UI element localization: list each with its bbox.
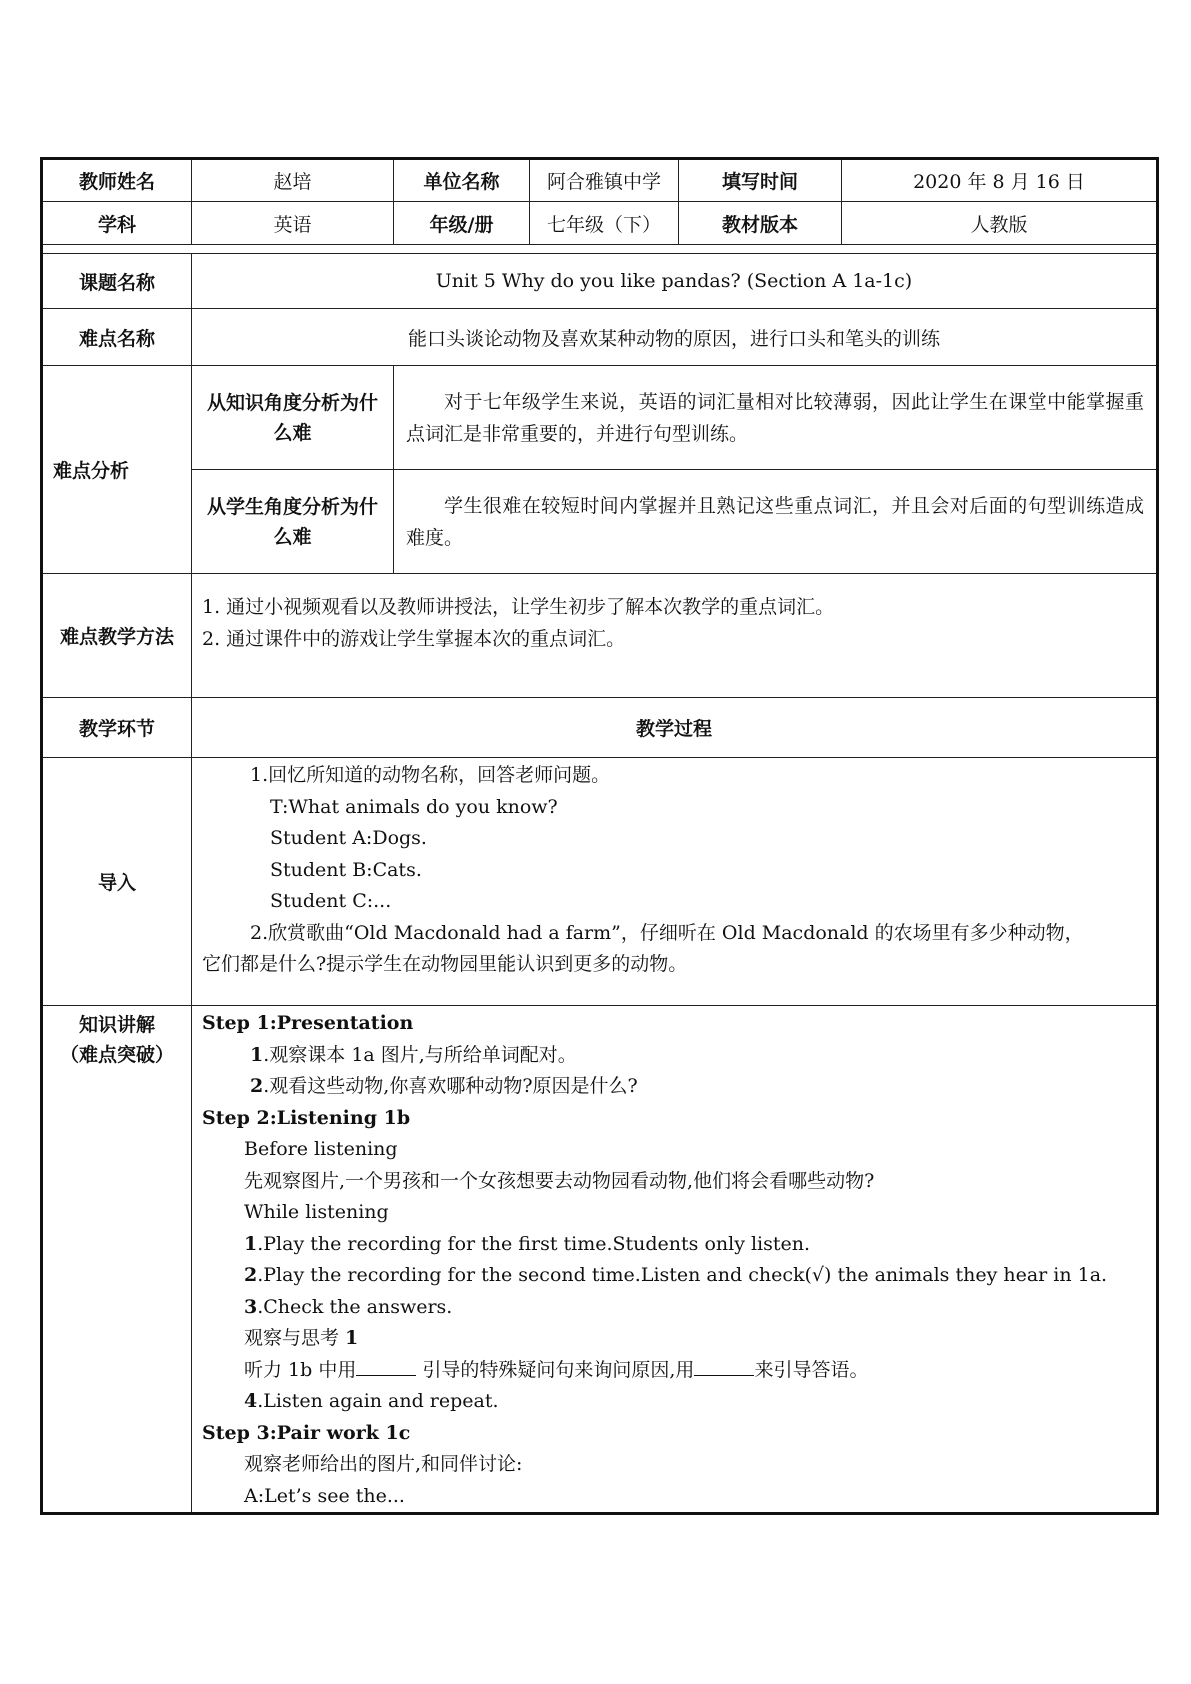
topic-value: Unit 5 Why do you like pandas? (Section A 1a-1c) (192, 254, 1158, 309)
step2-heading: Step 2:Listening 1b (202, 1106, 411, 1129)
process-header: 教学过程 (192, 698, 1158, 758)
knowledge-angle-text: 对于七年级学生来说，英语的词汇量相对比较薄弱，因此让学生在课堂中能掌握重点词汇是非常重要的，并进行句型训练。 (394, 366, 1158, 470)
difficulty-row (42, 309, 1158, 366)
date-value: 2020 年 8 月 16 日 (842, 159, 1158, 202)
step3-item: 观察老师给出的图片,和同伴讨论: (244, 1453, 523, 1475)
step3-item: A:Let’s see the... (244, 1484, 405, 1507)
knowledge-angle-label: 从知识角度分析为什么难 (192, 366, 394, 470)
step3-heading: Step 3:Pair work 1c (202, 1421, 411, 1444)
knowledge-label-line1: 知识讲解 (78, 1014, 155, 1036)
knowledge-content (192, 1006, 1158, 1514)
student-angle-label: 从学生角度分析为什么难 (192, 470, 394, 574)
lesson-plan (40, 157, 1156, 1515)
method-item: 1. 通过小视频观看以及教师讲授法，让学生初步了解本次教学的重点词汇。 (202, 596, 835, 618)
fill-in-line: 听力 1b 中用 引导的特殊疑问句来询问原因,用 来引导答语。 (244, 1358, 869, 1381)
intro-content (192, 758, 1158, 1006)
intro-line: 它们都是什么?提示学生在动物园里能认识到更多的动物。 (202, 953, 688, 975)
intro-line: Student C:... (270, 890, 392, 912)
difficulty-value: 能口头谈论动物及喜欢某种动物的原因，进行口头和笔头的训练 (192, 309, 1158, 366)
intro-line: 2.欣赏歌曲“Old Macdonald had a farm”，仔细听在 Old Macdonald 的农场里有多少种动物， (250, 921, 1084, 944)
intro-line: Student B:Cats. (270, 858, 422, 881)
date-label: 填写时间 (679, 159, 842, 202)
edition-value: 人教版 (842, 202, 1158, 245)
knowledge-label (42, 1006, 192, 1514)
step1-heading: Step 1:Presentation (202, 1012, 414, 1034)
method-list (192, 574, 1158, 698)
step1-item: 1.观察课本 1a 图片,与所给单词配对。 (250, 1043, 577, 1066)
method-row (42, 574, 1158, 698)
while-item: 4.Listen again and repeat. (244, 1390, 499, 1412)
stage-header: 教学环节 (42, 698, 192, 758)
blank-1 (356, 1357, 416, 1376)
intro-row (42, 758, 1158, 1006)
teacher-label: 教师姓名 (42, 159, 192, 202)
header-row-1 (42, 159, 1158, 202)
analysis-label: 难点分析 (42, 366, 192, 574)
spacer (42, 245, 1158, 254)
topic-label: 课题名称 (42, 254, 192, 309)
step1-item: 2.观看这些动物,你喜欢哪种动物?原因是什么? (250, 1075, 638, 1097)
while-item: 3.Check the answers. (244, 1295, 453, 1318)
intro-line: T:What animals do you know? (270, 795, 558, 818)
observe-heading: 观察与思考 1 (244, 1327, 359, 1349)
knowledge-row (42, 1006, 1158, 1514)
grade-value: 七年级（下） (530, 202, 679, 245)
while-item: 1.Play the recording for the first time.Students only listen. (244, 1232, 811, 1255)
subject-value: 英语 (192, 202, 394, 245)
intro-line: 1.回忆所知道的动物名称，回答老师问题。 (250, 764, 611, 786)
process-header-row (42, 698, 1158, 758)
intro-label: 导入 (42, 758, 192, 1006)
intro-line: Student A:Dogs. (270, 827, 427, 849)
before-listening: Before listening (244, 1138, 398, 1160)
subject-label: 学科 (42, 202, 192, 245)
teacher-value: 赵培 (192, 159, 394, 202)
unit-label: 单位名称 (394, 159, 530, 202)
method-label: 难点教学方法 (42, 574, 192, 698)
edition-label: 教材版本 (679, 202, 842, 245)
knowledge-label-line2: （难点突破） (59, 1044, 174, 1066)
difficulty-label: 难点名称 (42, 309, 192, 366)
method-item: 2. 通过课件中的游戏让学生掌握本次的重点词汇。 (202, 627, 626, 650)
while-item: 2.Play the recording for the second time.Listen and check(√) the animals they hear in 1a. (244, 1264, 1108, 1286)
analysis-row-1 (42, 366, 1158, 470)
unit-value: 阿合雅镇中学 (530, 159, 679, 202)
topic-row (42, 254, 1158, 309)
header-row-2 (42, 202, 1158, 245)
blank-2 (694, 1357, 754, 1376)
before-listening-text: 先观察图片,一个男孩和一个女孩想要去动物园看动物,他们将会看哪些动物? (244, 1169, 875, 1192)
student-angle-text: 学生很难在较短时间内掌握并且熟记这些重点词汇，并且会对后面的句型训练造成难度。 (394, 470, 1158, 574)
lesson-plan-table (40, 157, 1159, 1515)
while-listening: While listening (244, 1201, 389, 1223)
analysis-row-2 (42, 470, 1158, 574)
grade-label: 年级/册 (394, 202, 530, 245)
